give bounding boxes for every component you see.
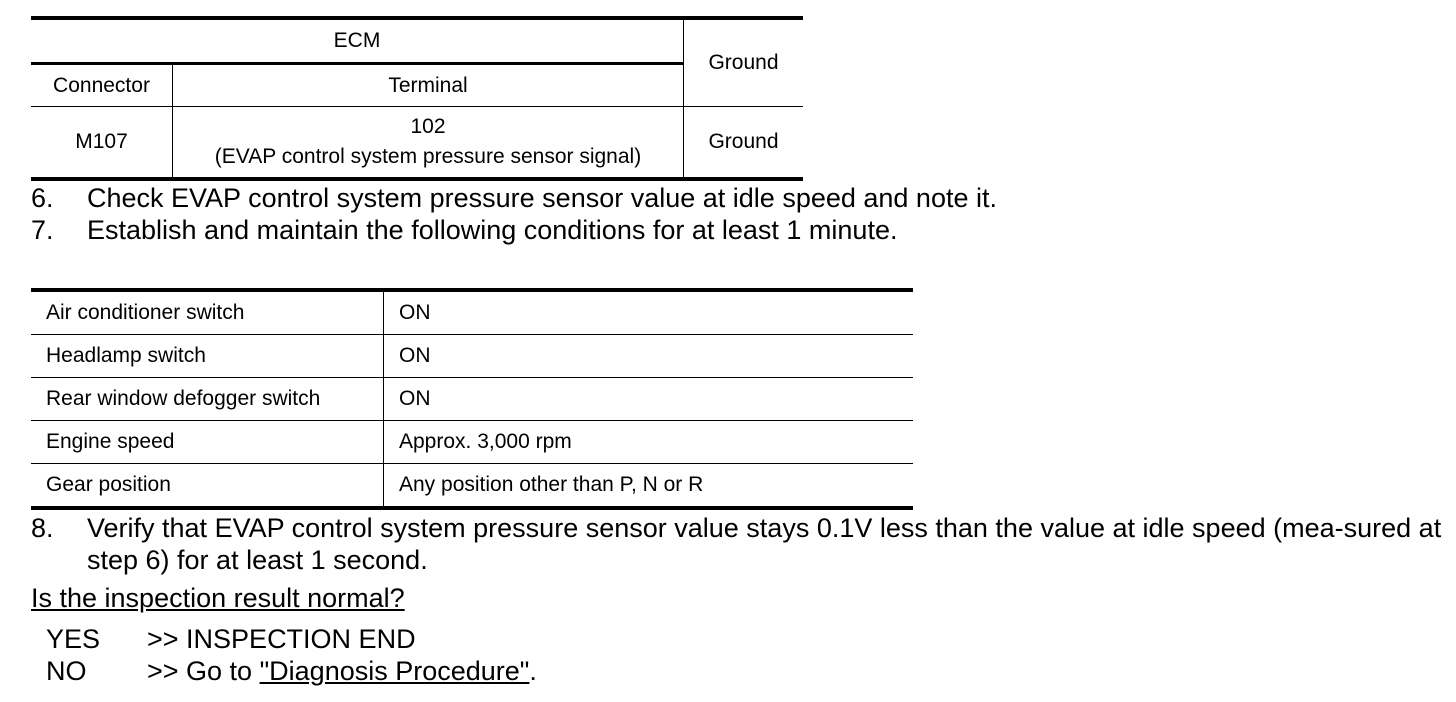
answer-no bbox=[46, 655, 537, 687]
table-row bbox=[31, 464, 913, 509]
terminal-header: Terminal bbox=[173, 64, 684, 107]
step-number: 6. bbox=[31, 183, 54, 213]
table-row bbox=[31, 290, 913, 335]
yes-action: >> INSPECTION END bbox=[147, 624, 416, 654]
no-suffix: . bbox=[529, 656, 537, 686]
condition-value: Approx. 3,000 rpm bbox=[384, 421, 914, 464]
condition-item: Air conditioner switch bbox=[31, 290, 384, 335]
terminal-description: (EVAP control system pressure sensor signal) bbox=[214, 145, 642, 168]
condition-value: ON bbox=[399, 301, 431, 324]
condition-item: Headlamp switch bbox=[31, 335, 384, 378]
step-text: Check EVAP control system pressure sensor value at idle speed and note it. bbox=[87, 183, 997, 213]
ecm-header: ECM bbox=[31, 18, 684, 64]
condition-value: Any position other than P, N or R bbox=[384, 464, 914, 509]
step-text: Establish and maintain the following conditions for at least 1 minute. bbox=[87, 215, 898, 245]
ecm-terminal-table bbox=[31, 16, 803, 181]
yes-label: YES bbox=[46, 624, 101, 654]
condition-item: Engine speed bbox=[31, 421, 384, 464]
step-text: Verify that EVAP control system pressure sensor value stays 0.1V less than the value at idle speed (mea-sured at step 6) for at least 1 second. bbox=[87, 513, 1442, 575]
inspection-question: Is the inspection result normal? bbox=[31, 583, 405, 613]
table-row bbox=[31, 335, 913, 378]
step-8 bbox=[31, 512, 1451, 576]
no-prefix: >> Go to bbox=[147, 656, 260, 686]
condition-value: ON bbox=[384, 335, 914, 378]
table-row bbox=[31, 421, 913, 464]
answer-yes bbox=[46, 623, 416, 655]
step-number: 8. bbox=[31, 513, 54, 543]
condition-item: Rear window defogger switch bbox=[31, 378, 384, 421]
diagnosis-procedure-link[interactable]: "Diagnosis Procedure" bbox=[259, 656, 530, 686]
connector-value: M107 bbox=[31, 107, 173, 180]
terminal-number: 102 bbox=[410, 115, 446, 138]
condition-item: Gear position bbox=[31, 464, 384, 509]
table-row bbox=[31, 378, 913, 421]
ground-value: Ground bbox=[708, 130, 779, 153]
step-number: 7. bbox=[31, 215, 54, 245]
no-label: NO bbox=[46, 656, 87, 686]
connector-header: Connector bbox=[31, 64, 173, 107]
condition-value: ON bbox=[384, 378, 914, 421]
terminal-value bbox=[173, 107, 684, 180]
ground-header: Ground bbox=[684, 18, 804, 107]
conditions-table bbox=[31, 288, 913, 510]
